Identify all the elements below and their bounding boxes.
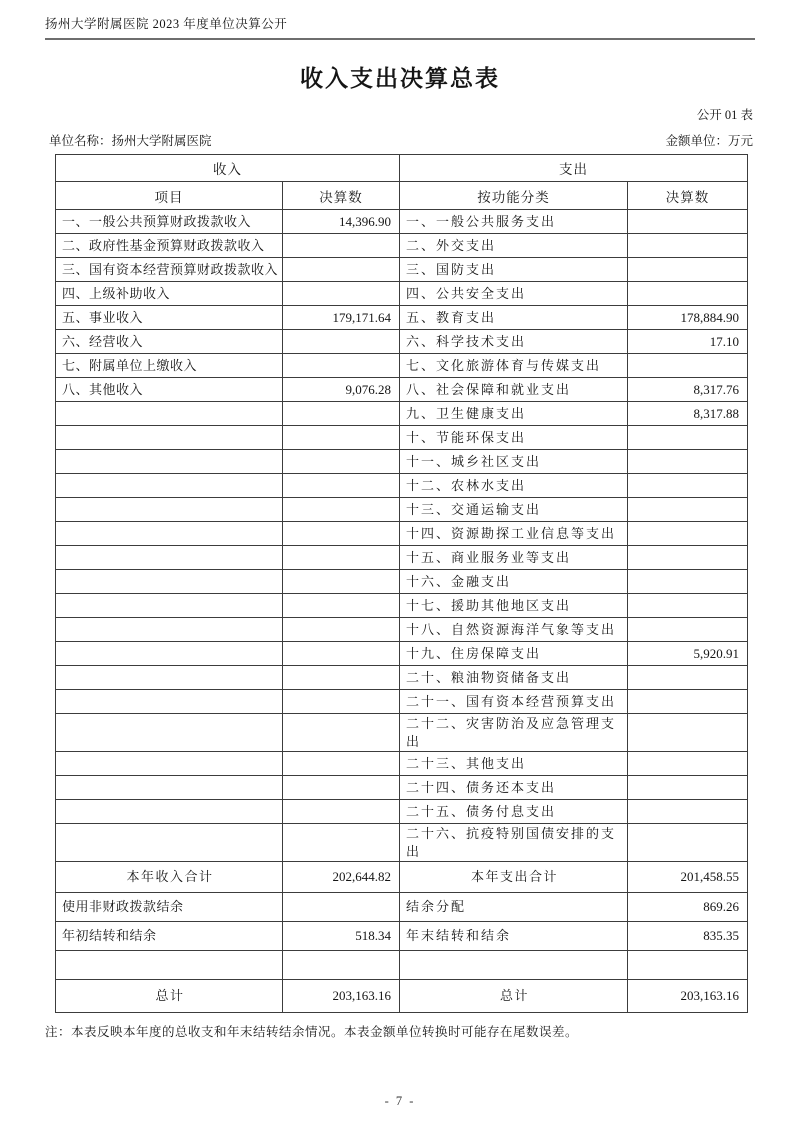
meta-row [45, 131, 755, 149]
expense-item-cell: 十二、农林水支出 [400, 474, 628, 498]
income-value-cell [283, 594, 400, 618]
expense-value-cell [628, 426, 748, 450]
table-row [56, 498, 748, 522]
expense-item-cell: 二十六、抗疫特别国债安排的支出 [400, 824, 628, 862]
table-row [56, 690, 748, 714]
income-section-header: 收入 [56, 155, 400, 182]
expense-value-cell: 17.10 [628, 330, 748, 354]
summary-row [56, 951, 748, 980]
doc-header: 扬州大学附属医院 2023 年度单位决算公开 [45, 14, 755, 40]
income-value-cell [283, 474, 400, 498]
income-item-cell: 六、经营收入 [56, 330, 283, 354]
income-item-cell [56, 752, 283, 776]
income-item-cell [56, 642, 283, 666]
expense-value-cell [628, 824, 748, 862]
income-item-cell [56, 474, 283, 498]
summary-row [56, 893, 748, 922]
expense-value-cell: 178,884.90 [628, 306, 748, 330]
income-value-cell [283, 642, 400, 666]
income-item-cell: 三、国有资本经营预算财政拨款收入 [56, 258, 283, 282]
expense-value-cell [628, 752, 748, 776]
page-title: 收入支出决算总表 [300, 66, 500, 91]
expense-summary-value-cell: 835.35 [628, 922, 748, 951]
expense-summary-label-cell: 本年支出合计 [400, 862, 628, 893]
income-item-cell [56, 690, 283, 714]
table-row [56, 426, 748, 450]
income-value-cell [283, 258, 400, 282]
expense-value-cell [628, 690, 748, 714]
table-row [56, 474, 748, 498]
expense-summary-label-cell: 总计 [400, 980, 628, 1013]
expense-item-cell: 十六、金融支出 [400, 570, 628, 594]
table-row [56, 378, 748, 402]
income-summary-label-cell: 年初结转和结余 [56, 922, 283, 951]
income-value-cell [283, 498, 400, 522]
expense-summary-label-cell [400, 951, 628, 980]
income-value-cell [283, 354, 400, 378]
expense-value-cell [628, 618, 748, 642]
table-row [56, 618, 748, 642]
expense-item-cell: 十三、交通运输支出 [400, 498, 628, 522]
expense-item-cell: 二十二、灾害防治及应急管理支出 [400, 714, 628, 752]
income-item-cell: 一、一般公共预算财政拨款收入 [56, 210, 283, 234]
expense-item-cell: 十四、资源勘探工业信息等支出 [400, 522, 628, 546]
expense-item-cell: 十、节能环保支出 [400, 426, 628, 450]
income-value-cell: 179,171.64 [283, 306, 400, 330]
expense-summary-value-cell: 201,458.55 [628, 862, 748, 893]
expense-section-header: 支出 [400, 155, 748, 182]
expense-item-cell: 三、国防支出 [400, 258, 628, 282]
income-summary-label-cell: 使用非财政拨款结余 [56, 893, 283, 922]
expense-item-cell: 二、外交支出 [400, 234, 628, 258]
table-row [56, 752, 748, 776]
expense-value-cell [628, 210, 748, 234]
income-item-cell [56, 714, 283, 752]
expense-value-cell [628, 522, 748, 546]
income-summary-value-cell: 202,644.82 [283, 862, 400, 893]
final-accounts-table [55, 154, 748, 1013]
income-item-cell: 五、事业收入 [56, 306, 283, 330]
income-summary-value-cell [283, 951, 400, 980]
income-summary-label-cell [56, 951, 283, 980]
income-value-cell: 9,076.28 [283, 378, 400, 402]
expense-item-cell: 十九、住房保障支出 [400, 642, 628, 666]
table-row [56, 282, 748, 306]
expense-item-cell: 二十四、债务还本支出 [400, 776, 628, 800]
expense-item-cell: 十七、援助其他地区支出 [400, 594, 628, 618]
income-value-cell [283, 282, 400, 306]
expense-item-cell: 二十五、债务付息支出 [400, 800, 628, 824]
income-item-cell: 四、上级补助收入 [56, 282, 283, 306]
income-item-cell [56, 800, 283, 824]
table-row [56, 776, 748, 800]
expense-value-cell [628, 800, 748, 824]
income-item-cell [56, 594, 283, 618]
expense-value-cell [628, 450, 748, 474]
income-summary-label-cell: 本年收入合计 [56, 862, 283, 893]
expense-value-cell [628, 258, 748, 282]
income-value-cell: 14,396.90 [283, 210, 400, 234]
income-value-cell [283, 522, 400, 546]
income-value-cell [283, 426, 400, 450]
income-summary-value-cell: 518.34 [283, 922, 400, 951]
col-header-expense-amount: 决算数 [628, 182, 748, 210]
expense-item-cell: 四、公共安全支出 [400, 282, 628, 306]
summary-row [56, 922, 748, 951]
expense-item-cell: 二十三、其他支出 [400, 752, 628, 776]
income-item-cell [56, 570, 283, 594]
income-value-cell [283, 800, 400, 824]
table-row [56, 714, 748, 752]
expense-value-cell [628, 776, 748, 800]
expense-value-cell [628, 498, 748, 522]
table-code-label: 公开 01 表 [696, 108, 753, 122]
table-row [56, 258, 748, 282]
table-row [56, 594, 748, 618]
summary-row [56, 980, 748, 1013]
expense-item-cell: 九、卫生健康支出 [400, 402, 628, 426]
table-row [56, 402, 748, 426]
table-row [56, 642, 748, 666]
expense-summary-label-cell: 年末结转和结余 [400, 922, 628, 951]
income-value-cell [283, 450, 400, 474]
expense-summary-value-cell [628, 951, 748, 980]
table-row [56, 330, 748, 354]
income-value-cell [283, 824, 400, 862]
income-value-cell [283, 618, 400, 642]
income-summary-value-cell [283, 893, 400, 922]
col-header-income-amount: 决算数 [283, 182, 400, 210]
expense-value-cell [628, 546, 748, 570]
income-value-cell [283, 714, 400, 752]
income-value-cell [283, 330, 400, 354]
expense-item-cell: 十八、自然资源海洋气象等支出 [400, 618, 628, 642]
expense-item-cell: 二十、粮油物资储备支出 [400, 666, 628, 690]
income-item-cell: 八、其他收入 [56, 378, 283, 402]
expense-item-cell: 十五、商业服务业等支出 [400, 546, 628, 570]
expense-value-cell [628, 666, 748, 690]
table-row [56, 234, 748, 258]
income-item-cell [56, 824, 283, 862]
expense-item-cell: 二十一、国有资本经营预算支出 [400, 690, 628, 714]
table-row [56, 824, 748, 862]
income-value-cell [283, 546, 400, 570]
income-summary-value-cell: 203,163.16 [283, 980, 400, 1013]
expense-summary-value-cell: 869.26 [628, 893, 748, 922]
column-header-row [56, 182, 748, 210]
expense-item-cell: 六、科学技术支出 [400, 330, 628, 354]
expense-value-cell [628, 714, 748, 752]
expense-summary-label-cell: 结余分配 [400, 893, 628, 922]
income-value-cell [283, 402, 400, 426]
expense-item-cell: 八、社会保障和就业支出 [400, 378, 628, 402]
income-item-cell [56, 450, 283, 474]
table-row [56, 306, 748, 330]
expense-summary-value-cell: 203,163.16 [628, 980, 748, 1013]
income-item-cell: 七、附属单位上缴收入 [56, 354, 283, 378]
income-item-cell [56, 498, 283, 522]
expense-item-cell: 十一、城乡社区支出 [400, 450, 628, 474]
table-row [56, 666, 748, 690]
expense-value-cell [628, 594, 748, 618]
expense-value-cell [628, 570, 748, 594]
table-row [56, 800, 748, 824]
income-value-cell [283, 666, 400, 690]
income-item-cell: 二、政府性基金预算财政拨款收入 [56, 234, 283, 258]
expense-item-cell: 七、文化旅游体育与传媒支出 [400, 354, 628, 378]
expense-item-cell: 五、教育支出 [400, 306, 628, 330]
expense-item-cell: 一、一般公共服务支出 [400, 210, 628, 234]
amount-unit-label: 金额单位：万元 [665, 134, 753, 148]
expense-value-cell: 8,317.88 [628, 402, 748, 426]
section-header-row [56, 155, 748, 182]
expense-value-cell: 5,920.91 [628, 642, 748, 666]
income-item-cell [56, 546, 283, 570]
income-item-cell [56, 666, 283, 690]
expense-value-cell [628, 282, 748, 306]
unit-name-label: 单位名称：扬州大学附属医院 [49, 134, 212, 148]
col-header-function: 按功能分类 [400, 182, 628, 210]
income-item-cell [56, 618, 283, 642]
table-row [56, 546, 748, 570]
income-item-cell [56, 402, 283, 426]
col-header-item: 项目 [56, 182, 283, 210]
table-row [56, 210, 748, 234]
income-value-cell [283, 752, 400, 776]
income-value-cell [283, 234, 400, 258]
income-summary-label-cell: 总计 [56, 980, 283, 1013]
income-value-cell [283, 570, 400, 594]
footnote: 注：本表反映本年度的总收支和年末结转结余情况。本表金额单位转换时可能存在尾数误差。 [45, 1025, 579, 1040]
income-value-cell [283, 776, 400, 800]
summary-row [56, 862, 748, 893]
page-number: - 7 - [384, 1094, 416, 1108]
income-item-cell [56, 776, 283, 800]
table-row [56, 570, 748, 594]
table-row [56, 354, 748, 378]
expense-value-cell [628, 234, 748, 258]
table-row [56, 522, 748, 546]
income-value-cell [283, 690, 400, 714]
expense-value-cell: 8,317.76 [628, 378, 748, 402]
income-item-cell [56, 426, 283, 450]
income-item-cell [56, 522, 283, 546]
expense-value-cell [628, 354, 748, 378]
expense-value-cell [628, 474, 748, 498]
table-row [56, 450, 748, 474]
